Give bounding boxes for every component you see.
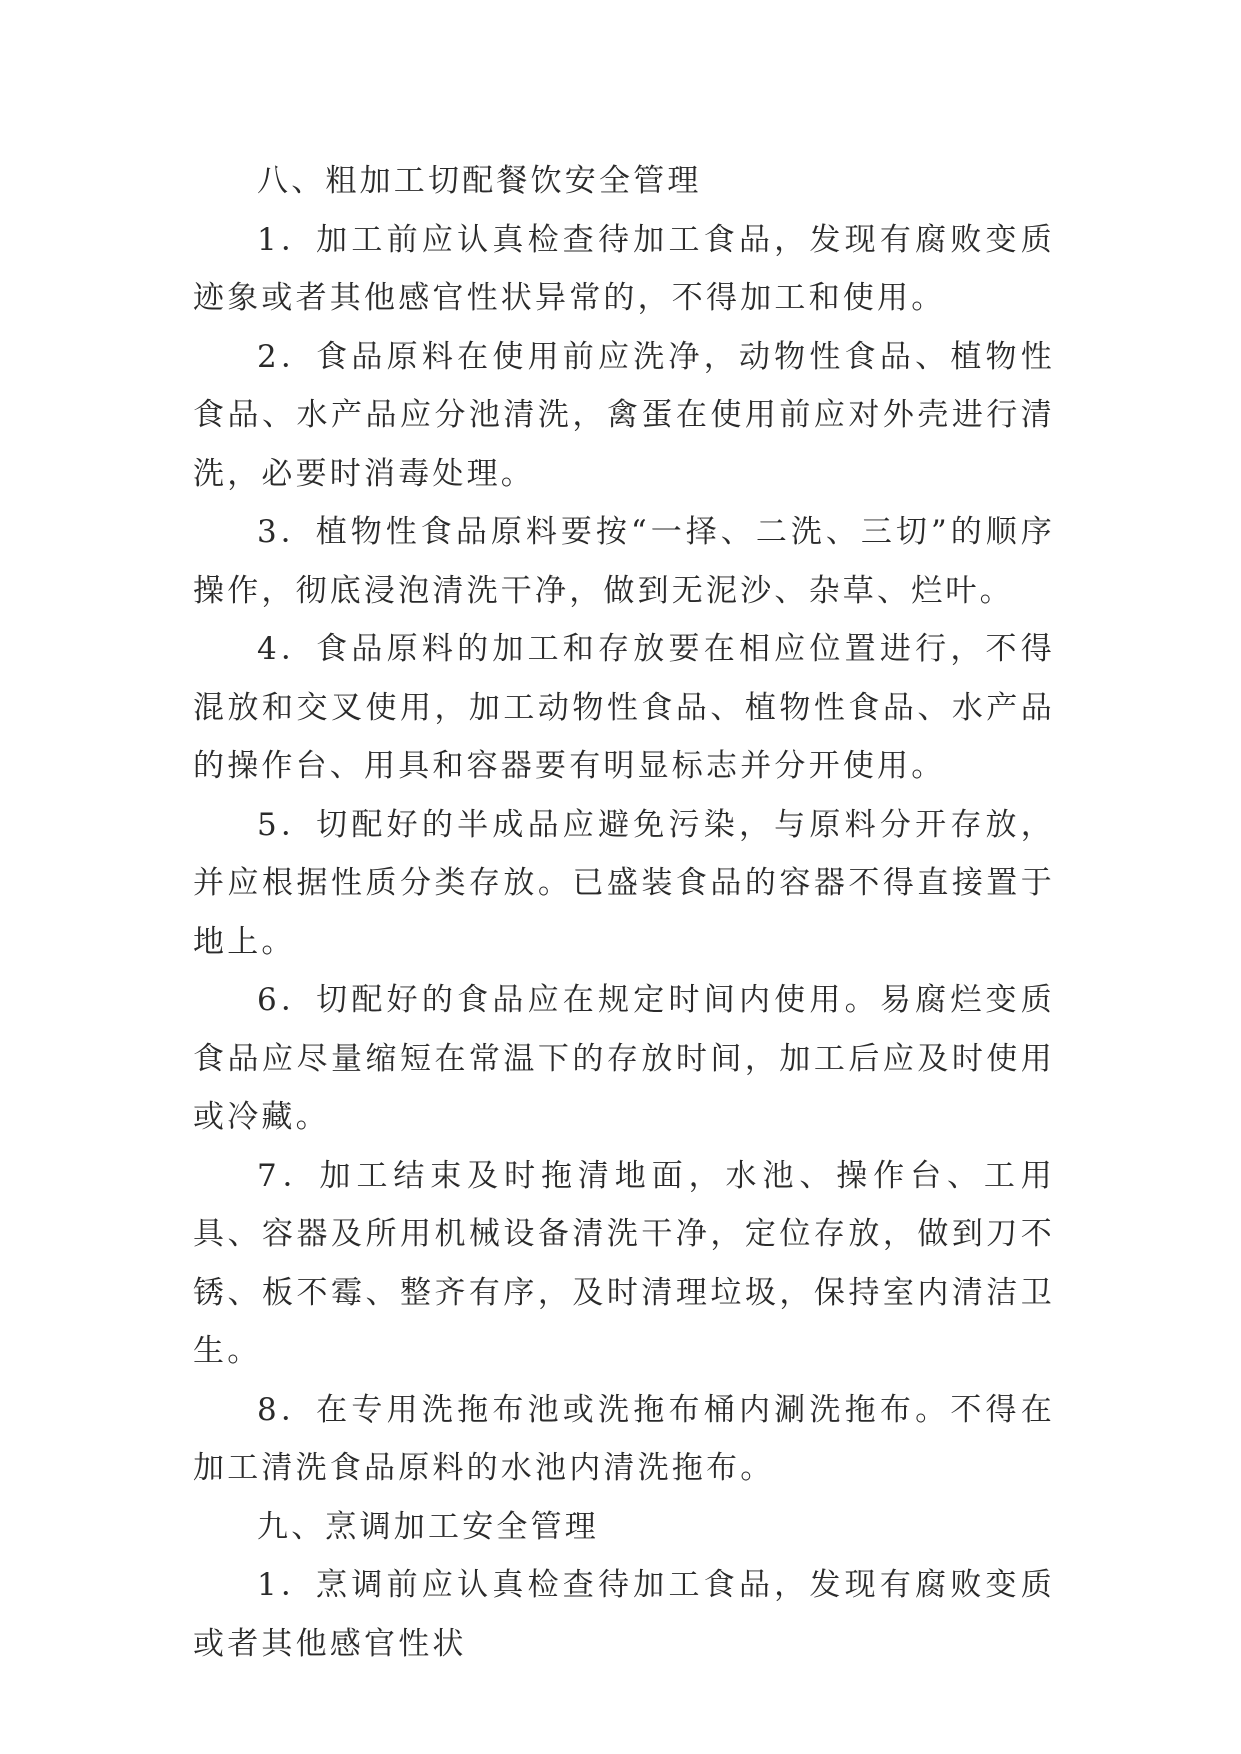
document-body (193, 152, 1055, 1673)
paragraph-9-1: 1．烹调前应认真检查待加工食品，发现有腐败变质或者其他感官性状 (193, 1567, 1055, 1662)
paragraph-8-4: 4．食品原料的加工和存放要在相应位置进行，不得混放和交叉使用，加工动物性食品、植物性食品、水产品的操作台、用具和容器要有明显标志并分开使用。 (193, 631, 1055, 784)
section-heading-9: 九、烹调加工安全管理 (257, 1508, 599, 1545)
paragraph-8-7: 7．加工结束及时拖清地面，水池、操作台、工用具、容器及所用机械设备清洗干净，定位存放，做到刀不锈、板不霉、整齐有序，及时清理垃圾，保持室内清洁卫生。 (193, 1157, 1055, 1369)
paragraph-8-6: 6．切配好的食品应在规定时间内使用。易腐烂变质食品应尽量缩短在常温下的存放时间，加工后应及时使用或冷藏。 (193, 982, 1055, 1135)
paragraph-8-1: 1．加工前应认真检查待加工食品，发现有腐败变质迹象或者其他感官性状异常的，不得加工和使用。 (193, 221, 1055, 316)
paragraph-8-3: 3．植物性食品原料要按“一择、二洗、三切”的顺序操作，彻底浸泡清洗干净，做到无泥沙、杂草、烂叶。 (193, 514, 1055, 609)
section-heading-8: 八、粗加工切配餐饮安全管理 (257, 163, 702, 199)
paragraph-8-5: 5．切配好的半成品应避免污染，与原料分开存放，并应根据性质分类存放。已盛装食品的容器不得直接置于地上。 (193, 806, 1055, 960)
paragraph-8-2: 2．食品原料在使用前应洗净，动物性食品、植物性食品、水产品应分池清洗，禽蛋在使用前应对外壳进行清洗，必要时消毒处理。 (193, 338, 1055, 492)
paragraph-8-8: 8．在专用洗拖布池或洗拖布桶内涮洗拖布。不得在加工清洗食品原料的水池内清洗拖布。 (193, 1391, 1055, 1486)
